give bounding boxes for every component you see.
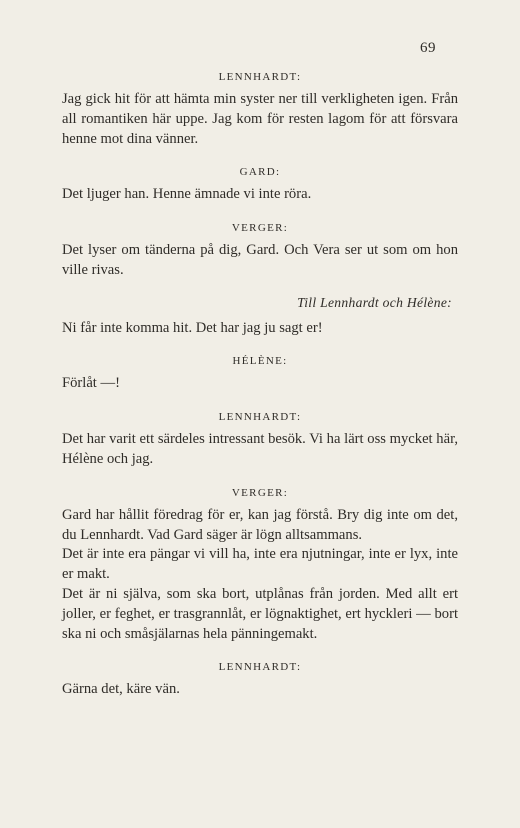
speaker-verger: VERGER:: [231, 222, 289, 235]
speech-lennhardt-3: Gärna det, käre vän.: [62, 681, 180, 698]
speech-lennhardt-2: Det har varit ett särdeles intressant besök. Vi ha lärt oss mycket här, Hélène och jag.: [62, 431, 458, 467]
speaker-verger-2: VERGER:: [231, 486, 289, 499]
speech-helene: Förlåt —!: [62, 375, 120, 392]
speaker-gard: GARD:: [239, 166, 281, 179]
page-number: 69: [420, 40, 436, 56]
stage-direction: Till Lennhardt och Hélène:: [297, 294, 452, 310]
speech-verger-2: Ni får inte komma hit. Det har jag ju sagt er!: [62, 319, 323, 336]
speaker-lennhardt-2: LENNHARDT:: [218, 411, 302, 424]
speech-verger-1: Det lyser om tänderna på dig, Gard. Och Vera ser ut som om hon ville rivas.: [62, 242, 458, 278]
speaker-helene: HÉLÈNE:: [232, 355, 288, 368]
speaker-lennhardt-3: LENNHARDT:: [218, 661, 302, 674]
speech-lennhardt-1: Jag gick hit för att hämta min syster ner till verkligheten igen. Från all romantiken här uppe. Jag kom för resten lagom för att försvara henne mot dina vänner.: [62, 91, 458, 147]
speech-verger-4: Det är inte era pängar vi vill ha, inte era njutningar, inte er lyx, inte er makt.: [62, 546, 458, 583]
speaker-lennhardt: LENNHARDT:: [218, 71, 302, 83]
speech-gard: Det ljuger han. Henne ämnade vi inte röra.: [62, 186, 312, 203]
play-text: [62, 70, 458, 700]
speech-verger-3: Gard har hållit föredrag för er, kan jag förstå. Bry dig inte om det, du Lennhardt. Vad Gard säger är lögn alltsammans.: [62, 506, 458, 543]
speech-verger-5: Det är ni själva, som ska bort, utplånas från jorden. Med allt ert joller, er feghet, er trasgrannlåt, er lögnaktighet, ert hyckleri — bort ska ni och småsjälarnas hela pänningemakt.: [62, 585, 458, 642]
